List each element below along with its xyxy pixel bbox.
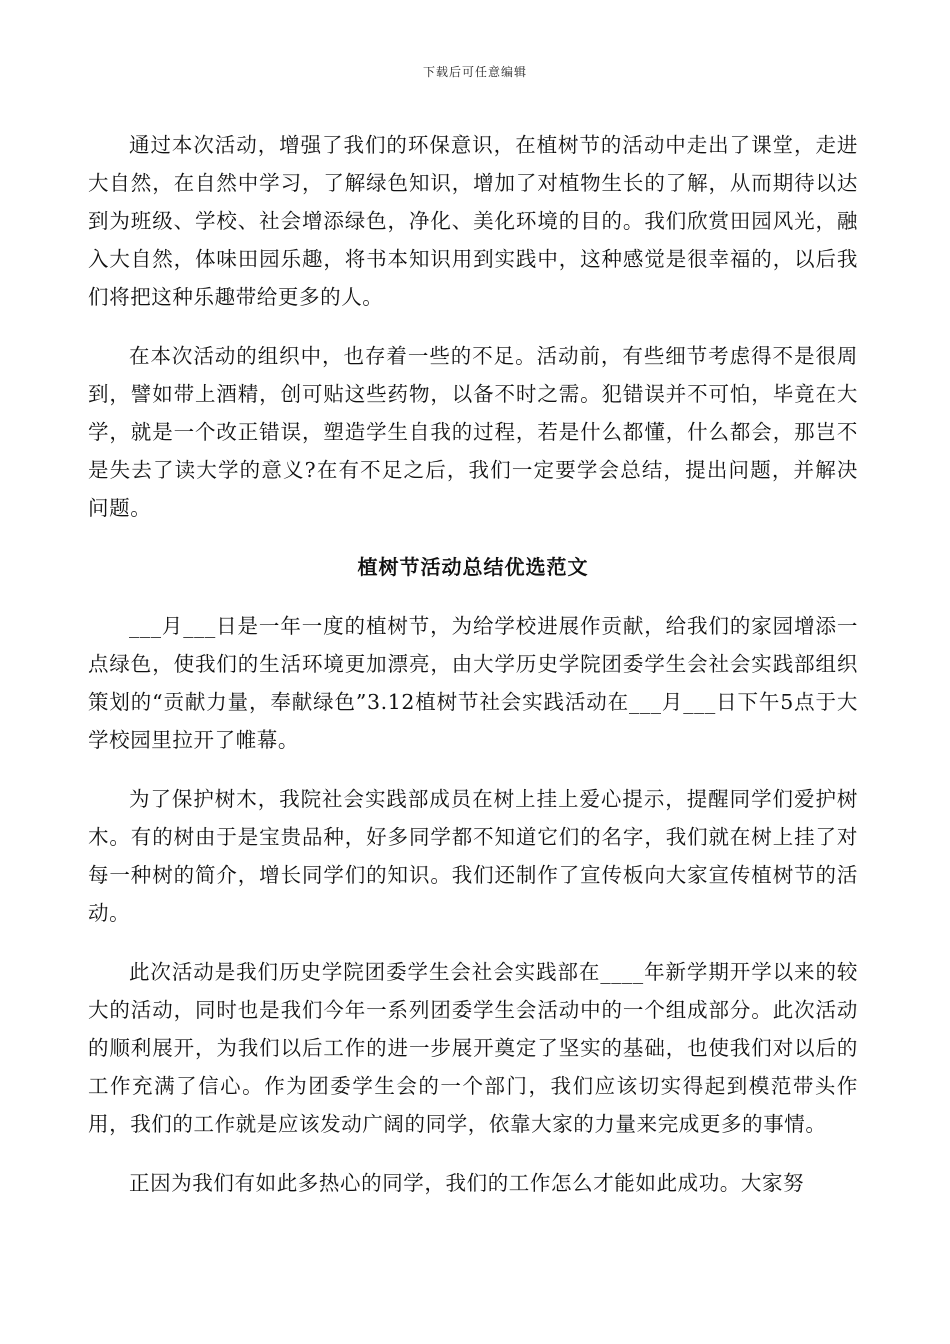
paragraph-activity-significance: 此次活动是我们历史学院团委学生会社会实践部在____年新学期开学以来的较大的活动，同时也是我们今年一系列团委学生会活动中的一个组成部分。此次活动的顺利展开，为我们以后工作的进一步展开奠定了坚实的基础，也使我们对以后的工作充满了信心。作为团委学生会的一个部门，我们应该切实得起到模范带头作用，我们的工作就是应该发动广阔的同学，依靠大家的力量来完成更多的事情。: [88, 960, 858, 1136]
paragraph-arbor-day-intro: ___月___日是一年一度的植树节，为给学校进展作贡献，给我们的家园增添一点绿色，使我们的生活环境更加漂亮，由大学历史学院团委学生会社会实践部组织策划的“贡献力量，奉献绿色”3.12植树节社会实践活动在___月___日下午5点于大学校园里拉开了帷幕。: [88, 614, 858, 752]
page-header-note: 下载后可任意编辑: [422, 65, 527, 79]
paragraph-enthusiastic-students: 正因为我们有如此多热心的同学，我们的工作怎么才能如此成功。大家努: [129, 1171, 805, 1195]
paragraph-protect-trees: 为了保护树木，我院社会实践部成员在树上挂上爱心提示，提醒同学们爱护树木。有的树由于是宝贵品种，好多同学都不知道它们的名字，我们就在树上挂了对每一种树的简介，增长同学们的知识。我们还制作了宣传板向大家宣传植树节的活动。: [88, 787, 858, 925]
document-body: [88, 126, 858, 1223]
paragraph-shortcomings: 在本次活动的组织中，也存着一些的不足。活动前，有些细节考虑得不是很周到，譬如带上酒精，创可贴这些药物，以备不时之需。犯错误并不可怕，毕竟在大学，就是一个改正错误，塑造学生自我的过程，若是什么都懂，什么都会，那岂不是失去了读大学的意义?在有不足之后，我们一定要学会总结，提出问题，并解决问题。: [88, 344, 858, 520]
section-title: 植树节活动总结优选范文: [357, 555, 589, 579]
paragraph-activity-summary: 通过本次活动，增强了我们的环保意识，在植树节的活动中走出了课堂，走进大自然，在自然中学习，了解绿色知识，增加了对植物生长的了解，从而期待以达到为班级、学校、社会增添绿色，净化、美化环境的目的。我们欣赏田园风光，融入大自然，体味田园乐趣，将书本知识用到实践中，这种感觉是很幸福的，以后我们将把这种乐趣带给更多的人。: [88, 133, 858, 309]
